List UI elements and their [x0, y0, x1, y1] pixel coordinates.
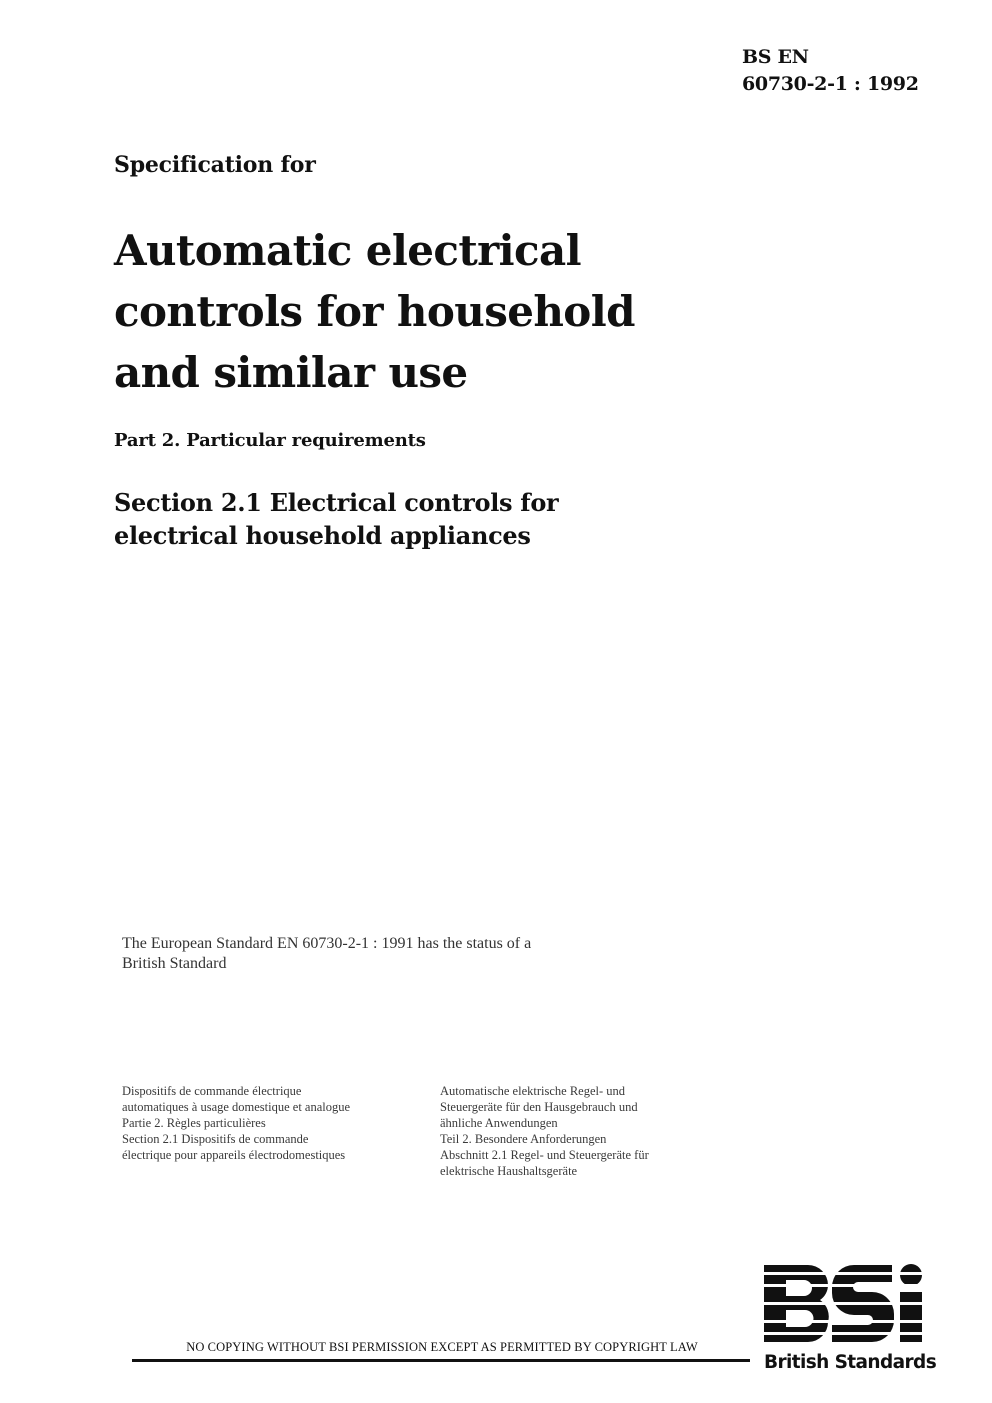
german-title	[440, 1083, 649, 1179]
title-line: controls for household	[114, 287, 635, 336]
german-title-line: Teil 2. Besondere Anforderungen	[440, 1132, 607, 1146]
french-title	[122, 1083, 350, 1163]
standard-number	[742, 44, 919, 98]
status-note	[122, 934, 531, 974]
french-title-line: électrique pour appareils électrodomestiques	[122, 1148, 346, 1162]
bsi-logo-caption: British Standards	[764, 1352, 937, 1373]
french-title-line: Section 2.1 Dispositifs de commande	[122, 1132, 309, 1146]
copyright-notice: NO COPYING WITHOUT BSI PERMISSION EXCEPT AS PERMITTED BY COPYRIGHT LAW	[186, 1340, 698, 1354]
french-title-line: Partie 2. Règles particulières	[122, 1116, 266, 1130]
status-note-line: The European Standard EN 60730-2-1 : 1991 has the status of a	[122, 935, 532, 952]
german-title-line: Abschnitt 2.1 Regel- und Steuergeräte für	[440, 1148, 649, 1162]
status-note-line: British Standard	[122, 955, 227, 972]
german-title-line: ähnliche Anwendungen	[440, 1116, 558, 1130]
part-heading: Part 2. Particular requirements	[114, 430, 426, 451]
bsi-logo-mark	[764, 1262, 946, 1348]
french-title-line: Dispositifs de commande électrique	[122, 1084, 302, 1098]
french-title-line: automatiques à usage domestique et analogue	[122, 1100, 351, 1114]
section-heading-line: Section 2.1 Electrical controls for	[114, 488, 559, 517]
section-heading-line: electrical household appliances	[114, 521, 531, 550]
german-title-line: Steuergeräte für den Hausgebrauch und	[440, 1100, 638, 1114]
bsi-logo	[764, 1262, 946, 1373]
specification-for-label: Specification for	[114, 152, 316, 178]
footer-rule	[132, 1359, 750, 1362]
german-title-line: elektrische Haushaltsgeräte	[440, 1164, 578, 1178]
title-line: and similar use	[114, 348, 468, 397]
standard-number-line-1: BS EN	[742, 46, 809, 68]
document-title	[114, 220, 734, 403]
title-line: Automatic electrical	[114, 226, 581, 275]
german-title-line: Automatische elektrische Regel- und	[440, 1084, 626, 1098]
section-heading	[114, 486, 558, 552]
standard-number-line-2: 60730-2-1 : 1992	[742, 73, 919, 95]
